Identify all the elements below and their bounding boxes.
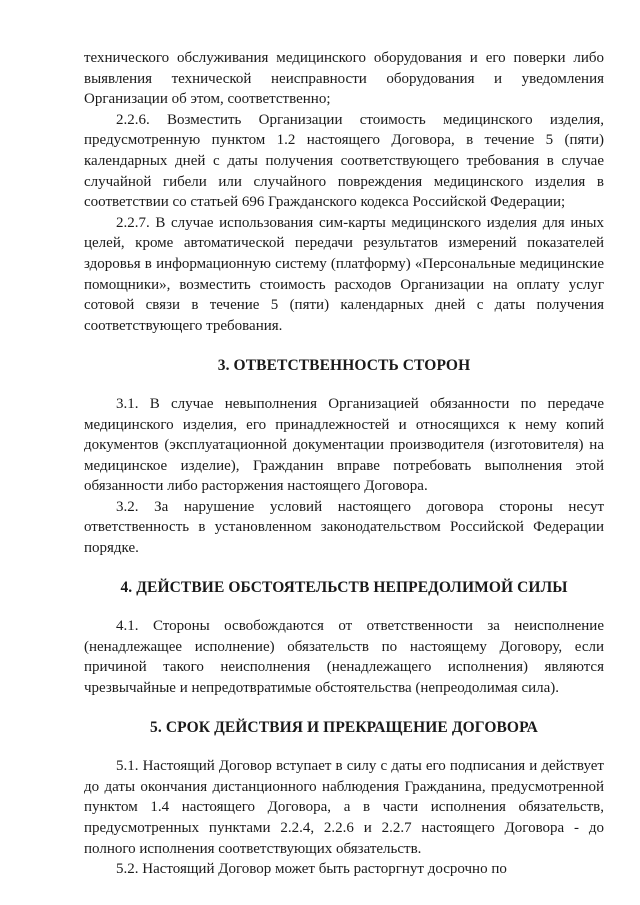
paragraph-5-1: 5.1. Настоящий Договор вступает в силу с даты его подписания и действует до даты окончания дистанционного наблюдения Гражданина, предусмотренной пунктом 1.4 настоящего Договора, а в части исполнения обязательств, предусмотренных пунктами 2.2.4, 2.2.6 и 2.2.7 настоящего Договора - до полного исполнения соответствующих обязательств. [84, 758, 604, 857]
paragraph-intro: технического обслуживания медицинского оборудования и его поверки либо выявления технической неисправности оборудования и уведомления Организации об этом, соответственно; [84, 50, 604, 108]
paragraph-2-2-6: 2.2.6. Возместить Организации стоимость медицинского изделия, предусмотренную пунктом 1.2 настоящего Договора, в течение 5 (пяти) календарных дней с даты получения соответствующего требования в случае случайной гибели или случайного повреждения медицинского изделия в соответствии со статьей 696 Гражданского кодекса Российской Федерации; [84, 111, 604, 211]
paragraph-5-2: 5.2. Настоящий Договор может быть расторгнут досрочно по [116, 861, 507, 878]
paragraph-4-1: 4.1. Стороны освобождаются от ответственности за неисполнение (ненадлежащее исполнение) обязательств по настоящему Договору, если причиной такого неисполнения (ненадлежащего исполнения) являются чрезвычайные и непредотвратимые обстоятельства (непреодолимая сила). [84, 618, 604, 697]
paragraph-2-2-7: 2.2.7. В случае использования сим-карты медицинского изделия для иных целей, кроме автоматической передачи результатов измерений показателей здоровья в информационную систему (платформу) «Персональные медицинские помощники», возместить стоимость расходов Организации на оплату услуг сотовой связи в течение 5 (пяти) календарных дней с даты получения соответствующего требования. [84, 214, 604, 334]
paragraph-3-1: 3.1. В случае невыполнения Организацией обязанности по передаче медицинского изделия, его принадлежностей и относящихся к нему копий документов (эксплуатационной документации производителя (изготовителя) на медицинское изделие), Гражданин вправе потребовать выполнения этой обязанности либо расторжения настоящего Договора. [84, 395, 604, 495]
section-heading-4: 4. ДЕЙСТВИЕ ОБСТОЯТЕЛЬСТВ НЕПРЕДОЛИМОЙ СИЛЫ [120, 578, 568, 596]
section-heading-3: 3. ОТВЕТСТВЕННОСТЬ СТОРОН [217, 357, 471, 375]
section-heading-5: 5. СРОК ДЕЙСТВИЯ И ПРЕКРАЩЕНИЕ ДОГОВОРА [150, 718, 538, 736]
paragraph-3-2: 3.2. За нарушение условий настоящего договора стороны несут ответственность в установленном законодательством Российской Федерации порядке. [84, 498, 604, 557]
